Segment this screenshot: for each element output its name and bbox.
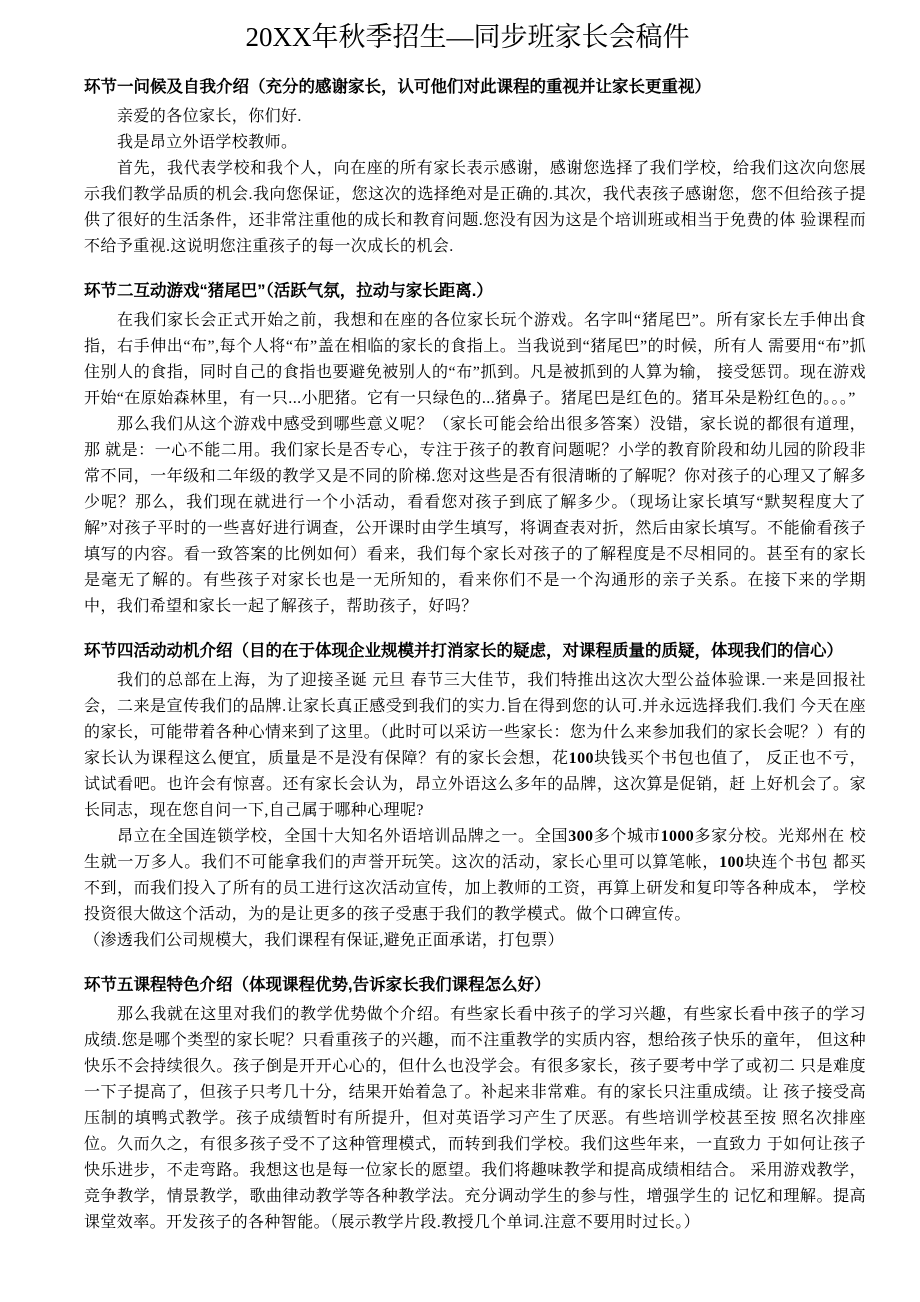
paragraph: [84, 668, 866, 824]
section-5-course-features: [84, 972, 866, 1236]
text-run: 首先，我代表学校和我个人，向在座的所有家长表示感谢，感谢您选择了我们学校，给我们这次向您展示我们教学品质的机会.我向您保证，您这次的选择绝对是正确的.其次，我代表孩子感谢您，您不但给孩子提供了很好的生活条件，还非常注重他的成长和教育问题.您没有因为这是个培训班或相当于免费的体 验课程而不给予重视.这说明您注重孩子的每一次成长的机会.: [84, 160, 866, 255]
paragraph: [84, 412, 866, 620]
section-heading: 环节五课程特色介绍（体现课程优势,告诉家长我们课程怎么好）: [84, 976, 551, 994]
text-run: 我们的总部在上海，为了迎接圣诞 元旦 春节三大佳节，我们特推出这次大型公益体验课.一来是回报社会，二来是宣传我们的品牌.让家长真正感受到我们的实力.旨在得到您的认可.并永远选择我们.我们 今天在座的家长，可能带着各种心情来到了这里。（此时可以采访一些家长：您为什么来参加我们的家长会呢？）有的家长认为课程这么便宜，质量是不是没有保障？有的家长会想，花: [84, 672, 866, 767]
bold-text-run: 100: [719, 854, 745, 871]
section-4-activity-motivation: [84, 638, 866, 954]
paragraph: [84, 156, 866, 260]
paragraph: [84, 104, 866, 130]
text-run: 块钱买个书包也值了， 反正也不亏，试试看吧。也许会有惊喜。还有家长会认为，昂立外语这么多年的品牌，这次算是促销，赶 上好机会了。家长同志，现在您自问一下,自己属于哪种心理呢?: [84, 750, 866, 819]
text-run: 昂立在全国连锁学校，全国十大知名外语培训品牌之一。全国: [117, 828, 569, 845]
bold-text-run: 1000: [660, 828, 695, 845]
text-run: 在我们家长会正式开始之前，我想和在座的各位家长玩个游戏。名字叫“猪尾巴”。所有家长左手伸出食指，右手伸出“布”,每个人将“布”盖在相临的家长的食指上。当我说到“猪尾巴”的时候，所有人 需要用“布”抓住别人的食指，同时自己的食指也要避免被别人的“布”抓到。凡是被抓到的人算为输， 接受惩罚。现在游戏开始“在原始森林里，有一只...小肥猪。它有一只绿色的...猪鼻子。猪尾巴是红色的。猪耳朵是粉红色的。。。”: [84, 312, 866, 407]
text-run: 那么我们从这个游戏中感受到哪些意义呢？（家长可能会给出很多答案）没错，家长说的都很有道理，那 就是：一心不能二用。我们家长是否专心，专注于孩子的教育问题呢？小学的教育阶段和幼儿园的阶段非 常不同，一年级和二年级的教学又是不同的阶梯.您对这些是否有很清晰的了解呢？你对孩子的心理又了解多少呢？那么，我们现在就进行一个小活动，看看您对孩子到底了解多少。（现场让家长填写“默契程度大了解”对孩子平时的一些喜好进行调查，公开课时由学生填写，将调查表对折，然后由家长填写。不能偷看孩子填写的内容。看一致答案的比例如何）看来，我们每个家长对孩子的了解程度是不尽相同的。甚至有的家长是毫无了解的。有些孩子对家长也是一无所知的，看来你们不是一个沟通形的亲子关系。在接下来的学期中，我们希望和家长一起了解孩子，帮助孩子，好吗？: [84, 416, 866, 615]
bold-text-run: 100: [568, 750, 594, 767]
text-run: 多家分校。光郑州在 校生就一万多人。我们不可能拿我们的声誉开玩笑。这次的活动，家长心里可以算笔帐，: [84, 828, 866, 871]
text-run: 那么我就在这里对我们的教学优势做个介绍。有些家长看中孩子的学习兴趣，有些家长看中孩子的学习成绩.您是哪个类型的家长呢？只看重孩子的兴趣，而不注重教学的实质内容，想给孩子快乐的童年， 但这种快乐不会持续很久。孩子倒是开开心心的，但什么也没学会。有很多家长，孩子要考中学了或初二 只是难度一下子提高了，但孩子只考几十分，结果开始着急了。补起来非常难。有的家长只注重成绩。让 孩子接受高压制的填鸭式教学。孩子成绩暂时有所提升，但对英语学习产生了厌恶。有些培训学校甚至按 照名次排座位。久而久之，有很多孩子受不了这种管理模式，而转到我们学校。我们这些年来，一直致力 于如何让孩子快乐进步，不走弯路。我想这也是每一位家长的愿望。我们将趣味教学和提高成绩相结合。 采用游戏教学，竞争教学，情景教学，歌曲律动教学等各种教学法。充分调动学生的参与性，增强学生的 记忆和理解。提高课堂效率。开发孩子的各种智能。（展示教学片段.教授几个单词.注意不要用时过长。）: [84, 1006, 866, 1231]
text-run: 多个城市: [593, 828, 661, 845]
text-run: 亲爱的各位家长，你们好.: [117, 108, 302, 125]
section-2-interactive-game: [84, 278, 866, 620]
paragraph: [84, 130, 866, 156]
text-run: 块连个书包 都买不到，而我们投入了所有的员工进行这次活动宣传，加上教师的工资，再算上研发和复印等各种成本， 学校投资很大做这个活动，为的是让更多的孩子受惠于我们的教学模式。做个口碑宣传。: [84, 854, 866, 923]
bold-text-run: 300: [568, 828, 594, 845]
paragraph: [84, 308, 866, 412]
text-run: 我是昂立外语学校教师。: [117, 134, 298, 151]
document-title: 20XX年秋季招生—同步班家长会稿件: [245, 22, 690, 52]
text-run: （渗透我们公司规模大，我们课程有保证,避免正面承诺，打包票）: [84, 932, 565, 949]
document-body: [84, 74, 866, 1236]
section-heading: 环节一问候及自我介绍（充分的感谢家长，认可他们对此课程的重视并让家长更重视）: [84, 78, 711, 96]
section-heading: 环节四活动动机介绍（目的在于体现企业规模并打消家长的疑虑，对课程质量的质疑，体现我们的信心）: [84, 642, 843, 660]
section-1-greeting-intro: [84, 74, 866, 260]
section-heading: 环节二互动游戏“猪尾巴”（活跃气氛，拉动与家长距离.）: [84, 282, 493, 300]
paragraph: [84, 928, 866, 954]
paragraph: [84, 1002, 866, 1236]
paragraph: [84, 824, 866, 928]
